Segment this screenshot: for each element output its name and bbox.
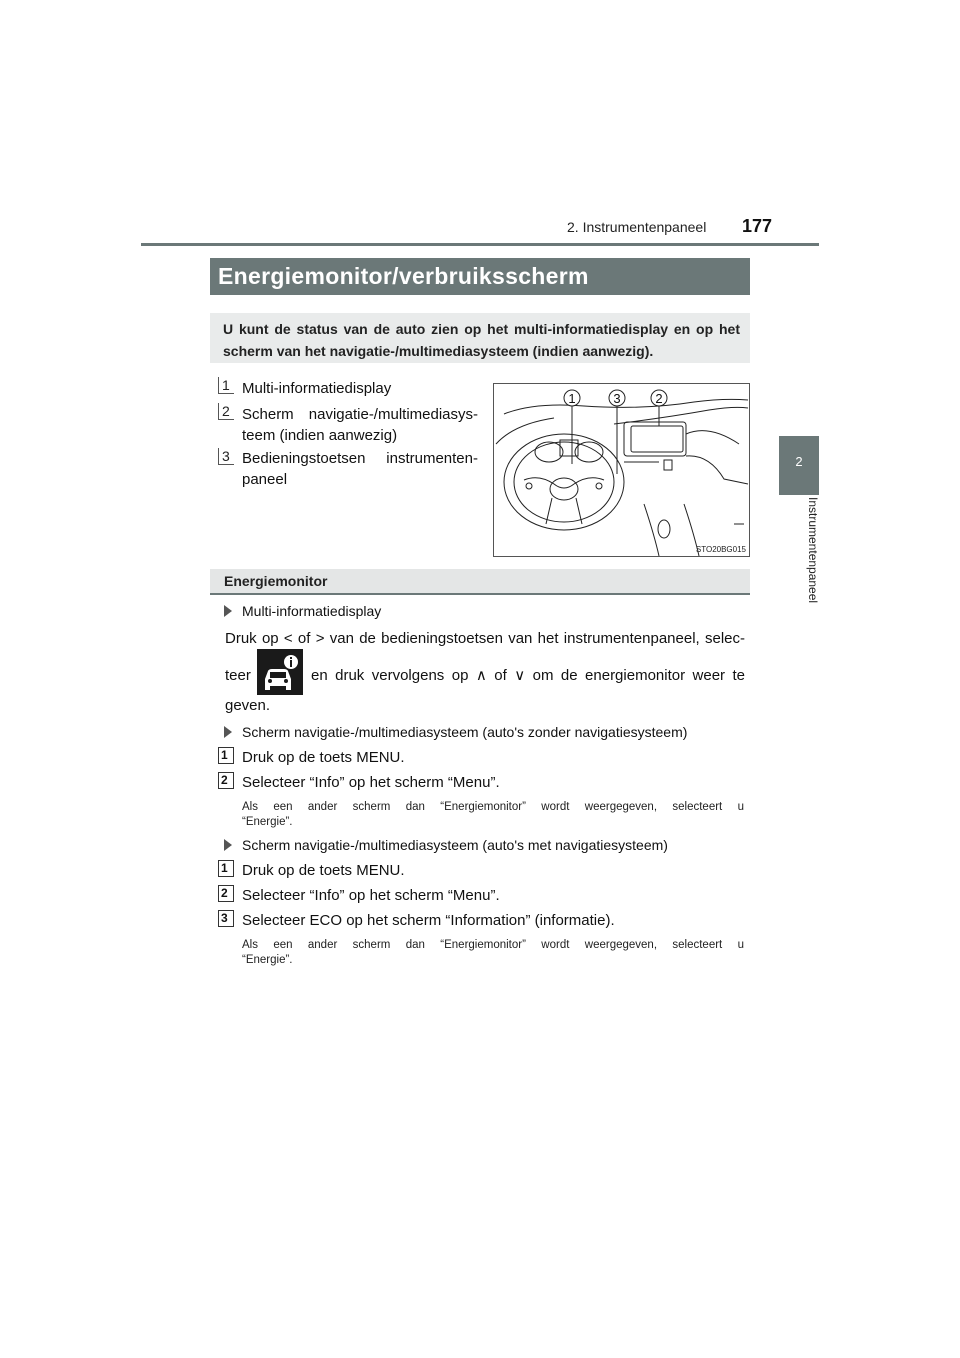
diagram-marker-2: 2 (655, 391, 663, 406)
section-title: Energiemonitor/verbruiksscherm (210, 258, 750, 295)
step-text-a2: Selecteer “Info” op het scherm “Menu”. (242, 774, 500, 791)
note-b-line2: “Energie”. (242, 954, 293, 966)
note-b-line1: Als een ander scherm dan “Energiemonitor” wordt weergegeven, selecteert u (242, 939, 744, 951)
instruction-line-3: geven. (225, 697, 271, 714)
bullet-without-nav-text: Scherm navigatie-/multimediasysteem (auto's zonder navigatiesysteem) (242, 724, 688, 740)
bullet-with-nav (224, 835, 744, 855)
callout-number-3: 3 (218, 448, 234, 465)
note-a-line1: Als een ander scherm dan “Energiemonitor” wordt weergegeven, selecteert u (242, 801, 744, 813)
bullet-arrow-icon (224, 605, 232, 617)
header-rule (141, 243, 819, 246)
car-info-icon (257, 649, 303, 695)
bullet-with-nav-text: Scherm navigatie-/multimediasysteem (auto's met navigatiesysteem) (242, 837, 668, 853)
callout-number-2: 2 (218, 403, 234, 420)
callout-text-2-line1: Scherm navigatie-/multimediasys- (242, 406, 478, 423)
chapter-tab-label: Instrumentenpaneel (806, 497, 820, 604)
instruction-teer: teer (225, 667, 251, 684)
bullet-multi-info-text: Multi-informatiedisplay (242, 603, 382, 619)
step-text-b1: Druk op de toets MENU. (242, 862, 405, 879)
instruction-line-1: Druk op < of > van de bedieningstoetsen van het instrumentenpaneel, selec- (225, 630, 745, 647)
step-number-b2: 2 (218, 885, 234, 902)
callout-text-3-line2: paneel (242, 471, 288, 488)
step-text-b2: Selecteer “Info” op het scherm “Menu”. (242, 887, 500, 904)
bullet-multi-info (224, 601, 744, 621)
car-info-icon-svg (257, 649, 303, 695)
page-number: 177 (742, 216, 773, 236)
intro-box: U kunt de status van de auto zien op het multi-informatiedisplay en op het scherm van het navigatie-/multimediasysteem (indien aanwezig). (210, 313, 750, 363)
step-number-b3: 3 (218, 910, 234, 927)
step-number-b1: 1 (218, 860, 234, 877)
bullet-arrow-icon (224, 839, 232, 851)
callout-text-2-line2: teem (indien aanwezig) (242, 427, 398, 444)
callout-text-1: Multi-informatiedisplay (242, 380, 392, 397)
callout-text-3-line1: Bedieningstoetsen instrumenten- (242, 450, 478, 467)
dashboard-illustration (493, 383, 750, 557)
step-text-a1: Druk op de toets MENU. (242, 749, 405, 766)
diagram-marker-3: 3 (613, 391, 621, 406)
chapter-tab-number: 2 (795, 454, 803, 469)
subsection-title: Energiemonitor (210, 569, 750, 595)
instruction-line-2: en druk vervolgens op ∧ of ∨ om de energiemonitor weer te (311, 667, 745, 684)
callout-number-1: 1 (218, 377, 234, 394)
running-header-chapter: 2. Instrumentenpaneel (567, 219, 707, 235)
step-text-b3: Selecteer ECO op het scherm “Information” (informatie). (242, 912, 615, 929)
diagram-marker-1: 1 (568, 391, 576, 406)
diagram-code: STO20BG015 (695, 545, 746, 554)
step-number-a1: 1 (218, 747, 234, 764)
step-number-a2: 2 (218, 772, 234, 789)
dashboard-drawing (494, 384, 749, 556)
bullet-arrow-icon (224, 726, 232, 738)
note-a-line2: “Energie”. (242, 816, 293, 828)
bullet-without-nav (224, 722, 744, 742)
